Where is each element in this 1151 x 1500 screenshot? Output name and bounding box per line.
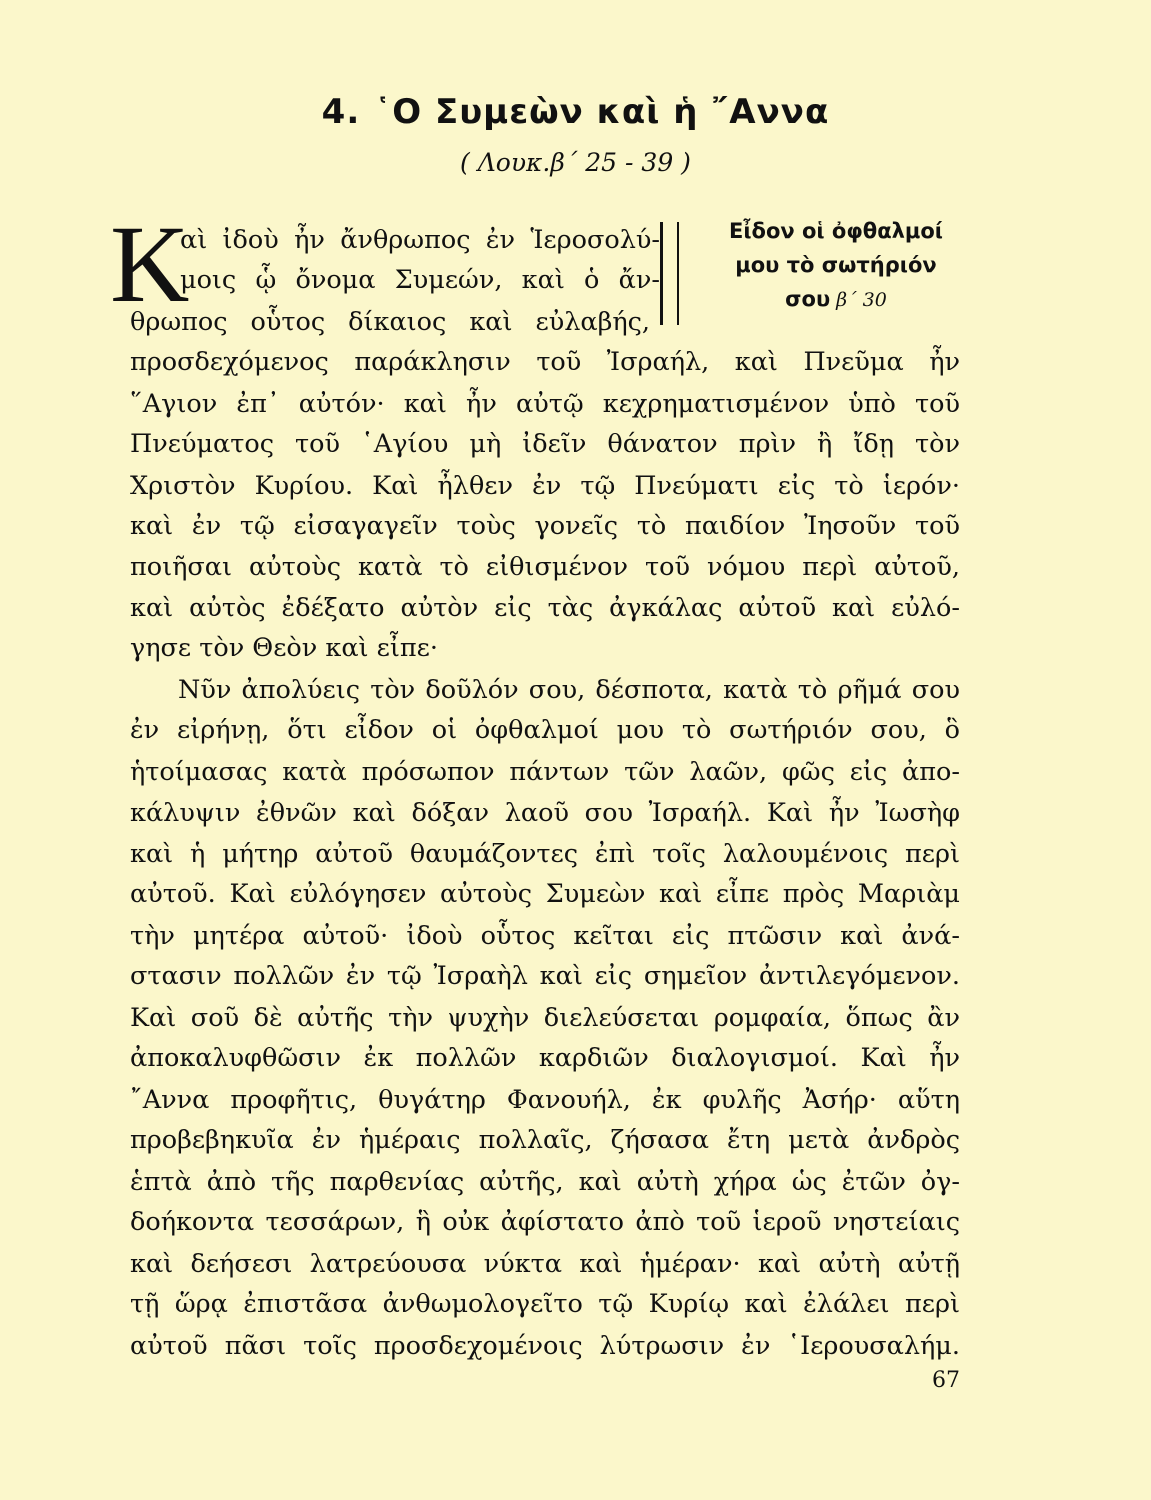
side-note [660,219,1000,327]
side-note-line-3 [686,282,986,317]
page-number: 67 [932,1368,960,1393]
text-line: αὐτοῦ πᾶσι τοῖς προσδεχομένοις λύτρωσιν ἐν ῾Ιερουσαλήμ. [130,1331,960,1361]
text-line: ῎Αννα προφῆτις, θυγάτηρ Φανουήλ, ἐκ φυλῆς Ἀσήρ· αὕτη [130,1085,960,1115]
text-line: καὶ δεήσεσι λατρεύουσα νύκτα καὶ ἡμέραν· καὶ αὐτὴ αὐτῇ [130,1249,960,1279]
section-heading [0,92,1151,132]
text-line: αὐτοῦ. Καὶ εὐλόγησεν αὐτοὺς Συμεὼν καὶ εἶπε πρὸς Μαριὰμ [130,879,960,909]
text-line: ἡτοίμασας κατὰ πρόσωπον πάντων τῶν λαῶν, φῶς εἰς ἀπο- [130,757,960,787]
side-note-text [686,214,986,317]
text-line: μοις ᾧ ὄνομα Συμεών, καὶ ὁ ἄν- [180,265,660,295]
text-line: ἀποκαλυφθῶσιν ἐκ πολλῶν καρδιῶν διαλογισμοί. Καὶ ἦν [130,1043,960,1073]
text-line: ἐν εἰρήνῃ, ὅτι εἶδον οἱ ὀφθαλμοί μου τὸ σωτήριόν σου, ὃ [130,715,960,745]
text-line: στασιν πολλῶν ἐν τῷ Ἰσραὴλ καὶ εἰς σημεῖον ἀντιλεγόμενον. [130,961,960,991]
text-line: ῞Αγιον ἐπ᾿ αὐτόν· καὶ ἦν αὐτῷ κεχρηματισμένον ὑπὸ τοῦ [130,389,960,419]
text-line: Πνεύματος τοῦ ῾Αγίου μὴ ἰδεῖν θάνατον πρὶν ἢ ἴδῃ τὸν [130,429,960,459]
text-line: Καὶ σοῦ δὲ αὐτῆς τὴν ψυχὴν διελεύσεται ρομφαία, ὅπως ἂν [130,1003,960,1033]
text-line: καὶ ἡ μήτηρ αὐτοῦ θαυμάζοντες ἐπὶ τοῖς λαλουμένοις περὶ [130,839,960,869]
text-line: καὶ ἐν τῷ εἰσαγαγεῖν τοὺς γονεῖς τὸ παιδίον Ἰησοῦν τοῦ [130,511,960,541]
text-line: Χριστὸν Κυρίου. Καὶ ἦλθεν ἐν τῷ Πνεύματι εἰς τὸ ἱερόν· [130,471,960,501]
text-line: θρωπος οὗτος δίκαιος καὶ εὐλαβής, [130,307,650,337]
section-number: 4. [321,92,361,132]
text-line: δοήκοντα τεσσάρων, ἣ οὐκ ἀφίστατο ἀπὸ τοῦ ἱεροῦ νηστείαις [130,1207,960,1237]
text-line: καὶ αὐτὸς ἐδέξατο αὐτὸν εἰς τὰς ἀγκάλας αὐτοῦ καὶ εὐλό- [130,593,960,623]
text-line: κάλυψιν ἐθνῶν καὶ δόξαν λαοῦ σου Ἰσραήλ. Καὶ ἦν Ἰωσὴφ [130,798,960,828]
side-note-word: σου [785,287,831,311]
section-title: ῾Ο Συμεὼν καὶ ἡ ῎Αννα [374,92,830,132]
scripture-reference: ( Λουκ.β΄ 25 - 39 ) [460,148,691,177]
side-note-reference: β΄ 30 [836,289,887,311]
text-line: προβεβηκυῖα ἐν ἡμέραις πολλαῖς, ζήσασα ἔτη μετὰ ἀνδρὸς [130,1125,960,1155]
text-line: τὴν μητέρα αὐτοῦ· ἰδοὺ οὗτος κεῖται εἰς πτῶσιν καὶ ἀνά- [130,921,960,951]
side-note-line-1: Εἶδον οἱ ὀφθαλμοί [729,219,943,243]
drop-cap: Κ [110,203,190,325]
text-line: γησε τὸν Θεὸν καὶ εἶπε· [130,633,438,663]
text-line: προσδεχόμενος παράκλησιν τοῦ Ἰσραήλ, καὶ Πνεῦμα ἦν [130,347,960,377]
text-line: αὶ ἰδοὺ ἦν ἄνθρωπος ἐν Ἱεροσολύ- [180,225,660,255]
side-note-line-2: μου τὸ σωτήριόν [735,253,937,277]
text-line: τῇ ὥρᾳ ἐπιστᾶσα ἀνθωμολογεῖτο τῷ Κυρίῳ καὶ ἐλάλει περὶ [130,1289,960,1319]
text-line: ἑπτὰ ἀπὸ τῆς παρθενίας αὐτῆς, καὶ αὐτὴ χήρα ὡς ἐτῶν ὀγ- [130,1167,960,1197]
side-note-rule [660,222,679,325]
text-line: Νῦν ἀπολύεις τὸν δοῦλόν σου, δέσποτα, κατὰ τὸ ρῆμά σου [178,675,960,705]
text-line: ποιῆσαι αὐτοὺς κατὰ τὸ εἰθισμένον τοῦ νόμου περὶ αὐτοῦ, [130,552,960,582]
